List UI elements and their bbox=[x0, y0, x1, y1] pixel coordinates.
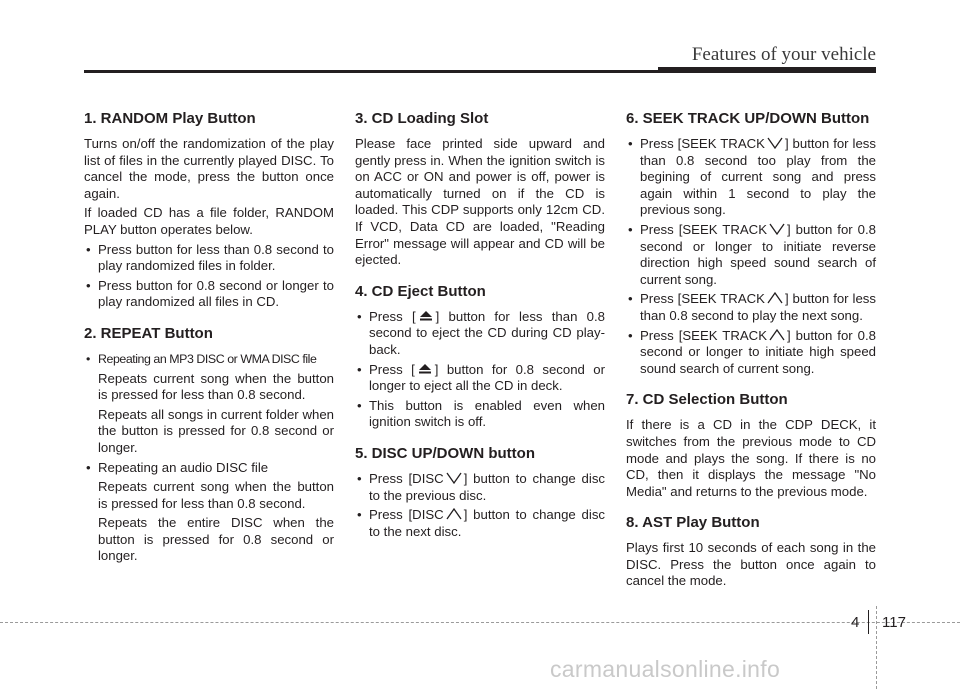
text-span: ] button for 0.8 second or longer to initiate reverse direction high speed sound search of current song. bbox=[640, 221, 877, 287]
text-span: ] button for less than 0.8 second too play from the begining of current song and press again within 1 second to play the previous song. bbox=[640, 136, 876, 218]
section-heading: 3. CD Loading Slot bbox=[355, 110, 489, 127]
bullet-list bbox=[355, 471, 605, 540]
text-span: ] button to change disc to the previous disc. bbox=[369, 470, 606, 503]
chevron-down-icon bbox=[768, 223, 786, 235]
paragraph: If loaded CD has a file folder, RANDOM PLAY button operates below. bbox=[84, 205, 334, 237]
paragraph: Plays first 10 seconds of each song in the DISC. Press the button once again to cancel the mode. bbox=[626, 540, 876, 589]
text-span: ] button to change disc to the next disc. bbox=[369, 507, 606, 539]
chevron-up-icon bbox=[766, 292, 784, 304]
text-span: Press [SEEK TRACK bbox=[640, 327, 767, 343]
bullet-list bbox=[626, 136, 876, 377]
eject-icon bbox=[416, 363, 434, 375]
bullet-item bbox=[626, 222, 876, 288]
text-span: Press [SEEK TRACK bbox=[640, 291, 765, 307]
paragraph: Please face printed side upward and gently press in. When the ignition switch is on ACC or ON and power is off, power is automatically turned on if the CD is loaded. This CDP supports only 12cm CD. If VCD, Data CD are loaded, "Reading Error" message will appear and CD will be ejected. bbox=[355, 136, 605, 268]
header-rule-accent bbox=[658, 67, 876, 73]
section-seek-track bbox=[626, 110, 876, 377]
column-1 bbox=[84, 110, 334, 579]
section-disc-up-down bbox=[355, 445, 605, 540]
section-heading: 8. AST Play Button bbox=[626, 514, 760, 532]
footer-divider bbox=[0, 622, 960, 623]
section-heading: 4. CD Eject Button bbox=[355, 282, 486, 300]
text-span: ] button for 0.8 second or longer to initiate high speed sound search of current song. bbox=[640, 327, 877, 376]
chevron-up-icon bbox=[768, 329, 786, 341]
bullet-item bbox=[355, 309, 605, 359]
section-cd-loading-slot bbox=[355, 110, 605, 269]
indented-text: Repeats the entire DISC when the button is pressed for 0.8 second or longer. bbox=[98, 515, 334, 564]
section-cd-selection bbox=[626, 391, 876, 500]
column-2 bbox=[355, 110, 605, 554]
bullet-item bbox=[355, 471, 605, 504]
bullet-item: • Press button for 0.8 second or longer to play randomized all files in CD. bbox=[84, 278, 334, 311]
bullet-item bbox=[626, 136, 876, 219]
bullet-item: • Repeating an MP3 DISC or WMA DISC file bbox=[84, 351, 334, 368]
bullet-item bbox=[355, 507, 605, 540]
indented-text: Repeats current song when the button is pressed for less than 0.8 second. bbox=[98, 479, 334, 511]
text-span: ] button for 0.8 second or longer to eject all the CD in deck. bbox=[369, 361, 605, 394]
bullet-item: • Press button for less than 0.8 second to play randomized files in folder. bbox=[84, 242, 334, 275]
paragraph: If there is a CD in the CDP DECK, it switches from the previous mode to CD mode and plays the song. If there is no CD, then it displays the message "No Media" and returns to the previous mode. bbox=[626, 417, 876, 499]
bullet-list bbox=[355, 309, 605, 431]
eject-icon bbox=[417, 310, 435, 322]
chevron-down-icon bbox=[766, 137, 784, 149]
text-span: Press [SEEK TRACK bbox=[640, 221, 767, 237]
bullet-item bbox=[626, 291, 876, 324]
page-number-separator bbox=[868, 610, 869, 634]
text-span: ] button for less than 0.8 second to eject the CD during CD play-back. bbox=[369, 308, 605, 357]
page-header-title: Features of your vehicle bbox=[691, 44, 876, 65]
section-random bbox=[84, 110, 334, 311]
section-cd-eject bbox=[355, 283, 605, 431]
page-number: 117 bbox=[882, 614, 906, 631]
chapter-number: 4 bbox=[851, 614, 860, 631]
section-heading: 7. CD Selection Button bbox=[626, 391, 788, 409]
bullet-item bbox=[355, 362, 605, 395]
section-heading: 5. DISC UP/DOWN button bbox=[355, 444, 535, 462]
chevron-up-icon bbox=[445, 508, 463, 520]
text-span: Press [DISC bbox=[369, 507, 444, 523]
text-span: Press [SEEK TRACK bbox=[640, 136, 765, 151]
indented-text: Repeats all songs in current folder when the button is pressed for 0.8 second or longer. bbox=[98, 406, 334, 455]
column-3 bbox=[626, 110, 876, 604]
section-ast-play bbox=[626, 514, 876, 590]
section-repeat bbox=[84, 325, 334, 565]
footer-vertical-divider bbox=[876, 606, 877, 689]
bullet-list bbox=[84, 460, 334, 477]
section-heading: 2. REPEAT Button bbox=[84, 324, 213, 342]
watermark: carmanualsonline.info bbox=[550, 656, 781, 682]
section-heading: 6. SEEK TRACK UP/DOWN Button bbox=[626, 110, 870, 127]
paragraph: Turns on/off the randomization of the play list of files in the currently played DISC. To cancel the mode, press the button once again. bbox=[84, 136, 334, 201]
text-span: Press [ bbox=[369, 308, 416, 324]
bullet-list bbox=[84, 242, 334, 311]
text-span: Press [ bbox=[369, 361, 415, 377]
indented-text: Repeats current song when the button is pressed for less than 0.8 second. bbox=[98, 370, 334, 403]
bullet-list bbox=[84, 351, 334, 368]
section-heading: 1. RANDOM Play Button bbox=[84, 110, 256, 127]
bullet-item: • This button is enabled even when ignition switch is off. bbox=[355, 398, 605, 431]
bullet-item bbox=[626, 328, 876, 378]
text-span: ] button for less than 0.8 second to play the next song. bbox=[640, 291, 876, 323]
text-span: Press [DISC bbox=[369, 470, 444, 486]
bullet-item: • Repeating an audio DISC file bbox=[84, 460, 334, 477]
chevron-down-icon bbox=[445, 472, 463, 484]
